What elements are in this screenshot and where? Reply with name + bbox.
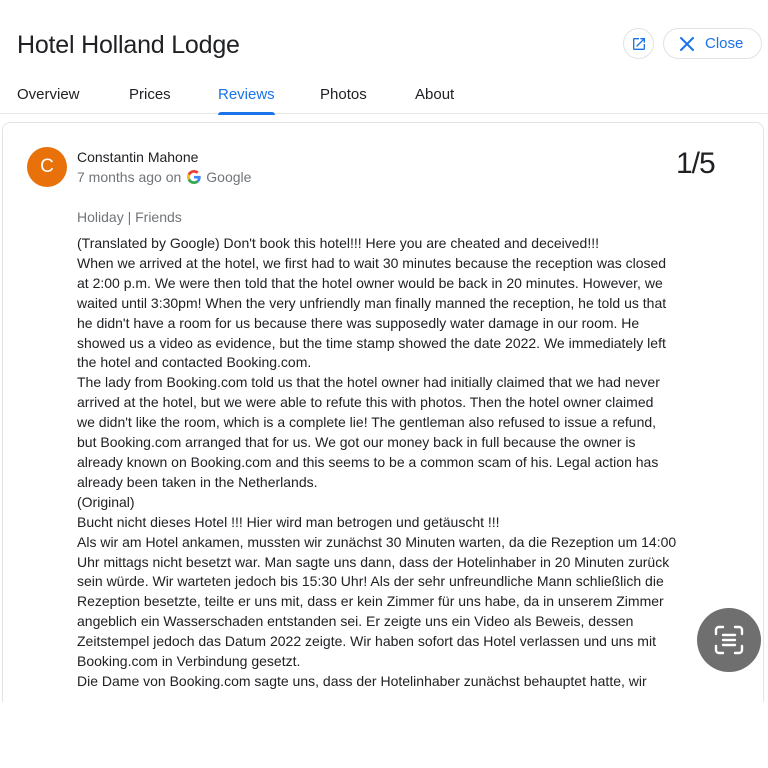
review-text [77,234,697,692]
text-scan-button[interactable] [697,608,761,672]
review-line: When we arrived at the hotel, we first had to wait 30 minutes because the reception was closed [77,254,667,271]
review-line: (Translated by Google) Don't book this hotel!!! Here you are cheated and deceived!!! [77,235,600,251]
review-card [2,122,764,702]
open-in-new-icon [631,36,647,52]
review-line: Uhr mittags nicht besetzt war. Man sagte uns dann, dass der Hotelinhaber in 20 Minuten zurück [77,553,670,570]
review-time: 7 months ago on [77,169,182,185]
review-line: already been taken in the Netherlands. [77,473,318,490]
review-line: at 2:00 p.m. We were then told that the hotel owner would be back in 20 minutes. However, we [77,274,663,291]
review-line: Zeitstempel jedoch das Datum 2022 zeigte. Wir haben sofort das Hotel verlassen und uns mit [77,633,656,650]
close-x-icon [680,37,694,51]
review-line: waited until 3:30pm! When the very unfriendly man finally manned the reception, he told us that [77,294,667,311]
review-meta [77,169,251,185]
review-line: (Original) [77,493,135,510]
review-line: we didn't like the room, which is a complete lie! The gentleman also refused to issue a refund, [77,414,657,431]
tab-bar [0,80,768,114]
review-line: angeblich ein Wasserschaden entstanden sei. Er zeigte uns ein Video als Beweis, dessen [77,613,634,630]
review-line: arrived at the hotel, but we were able to refute this with photos. Then the hotel owner claimed [77,394,654,411]
review-line: the hotel and contacted Booking.com. [77,354,312,371]
review-line: Bucht nicht dieses Hotel !!! Hier wird man betrogen und getäuscht !!! [77,513,500,530]
review-rating: 1/5 [676,147,715,180]
review-line: Die Dame von Booking.com sagte uns, dass der Hotelinhaber zunächst behauptet hatte, wir [77,672,647,689]
review-line: showed us a video as evidence, but the time stamp showed the date 2022. We immediately left [77,334,666,351]
place-header [0,0,768,114]
review-line: sein würde. Wir warteten jedoch bis 15:30 Uhr! Als der sehr unfreundliche Mann schließlich die [77,573,664,590]
tab-overview[interactable]: Overview [17,86,80,103]
review-line: already known on Booking.com and this seems to be a common scam of his. Legal action has [77,453,659,470]
close-label: Close [705,35,744,52]
review-source: Google [206,169,252,185]
google-logo-icon [187,170,201,184]
page-title: Hotel Holland Lodge [17,31,240,59]
tab-about[interactable]: About [415,86,455,103]
review-author[interactable]: Constantin Mahone [77,149,199,165]
review-line: The lady from Booking.com told us that the hotel owner had initially claimed that we had never [77,374,660,391]
tab-photos[interactable]: Photos [320,86,367,103]
review-line: Rezeption besetzte, teilte er uns mit, dass er kein Zimmer für uns habe, da in unserem Zimmer [77,593,664,610]
review-line: Booking.com in Verbindung gesetzt. [77,653,301,670]
review-line: but Booking.com arranged that for us. We got our money back in full because the owner is [77,434,636,451]
tab-prices[interactable]: Prices [129,86,171,103]
review-line: he didn't have a room for us because there was supposedly water damage in our room. He [77,314,640,331]
tab-reviews[interactable]: Reviews [218,86,275,114]
text-scan-icon [712,623,746,657]
review-line: Als wir am Hotel ankamen, mussten wir zunächst 30 Minuten warten, da die Rezeption um 14:00 [77,533,677,550]
review-tags: Holiday | Friends [77,209,182,225]
avatar[interactable]: C [27,147,67,187]
open-in-new-button[interactable] [623,28,654,59]
close-button[interactable] [663,28,762,59]
